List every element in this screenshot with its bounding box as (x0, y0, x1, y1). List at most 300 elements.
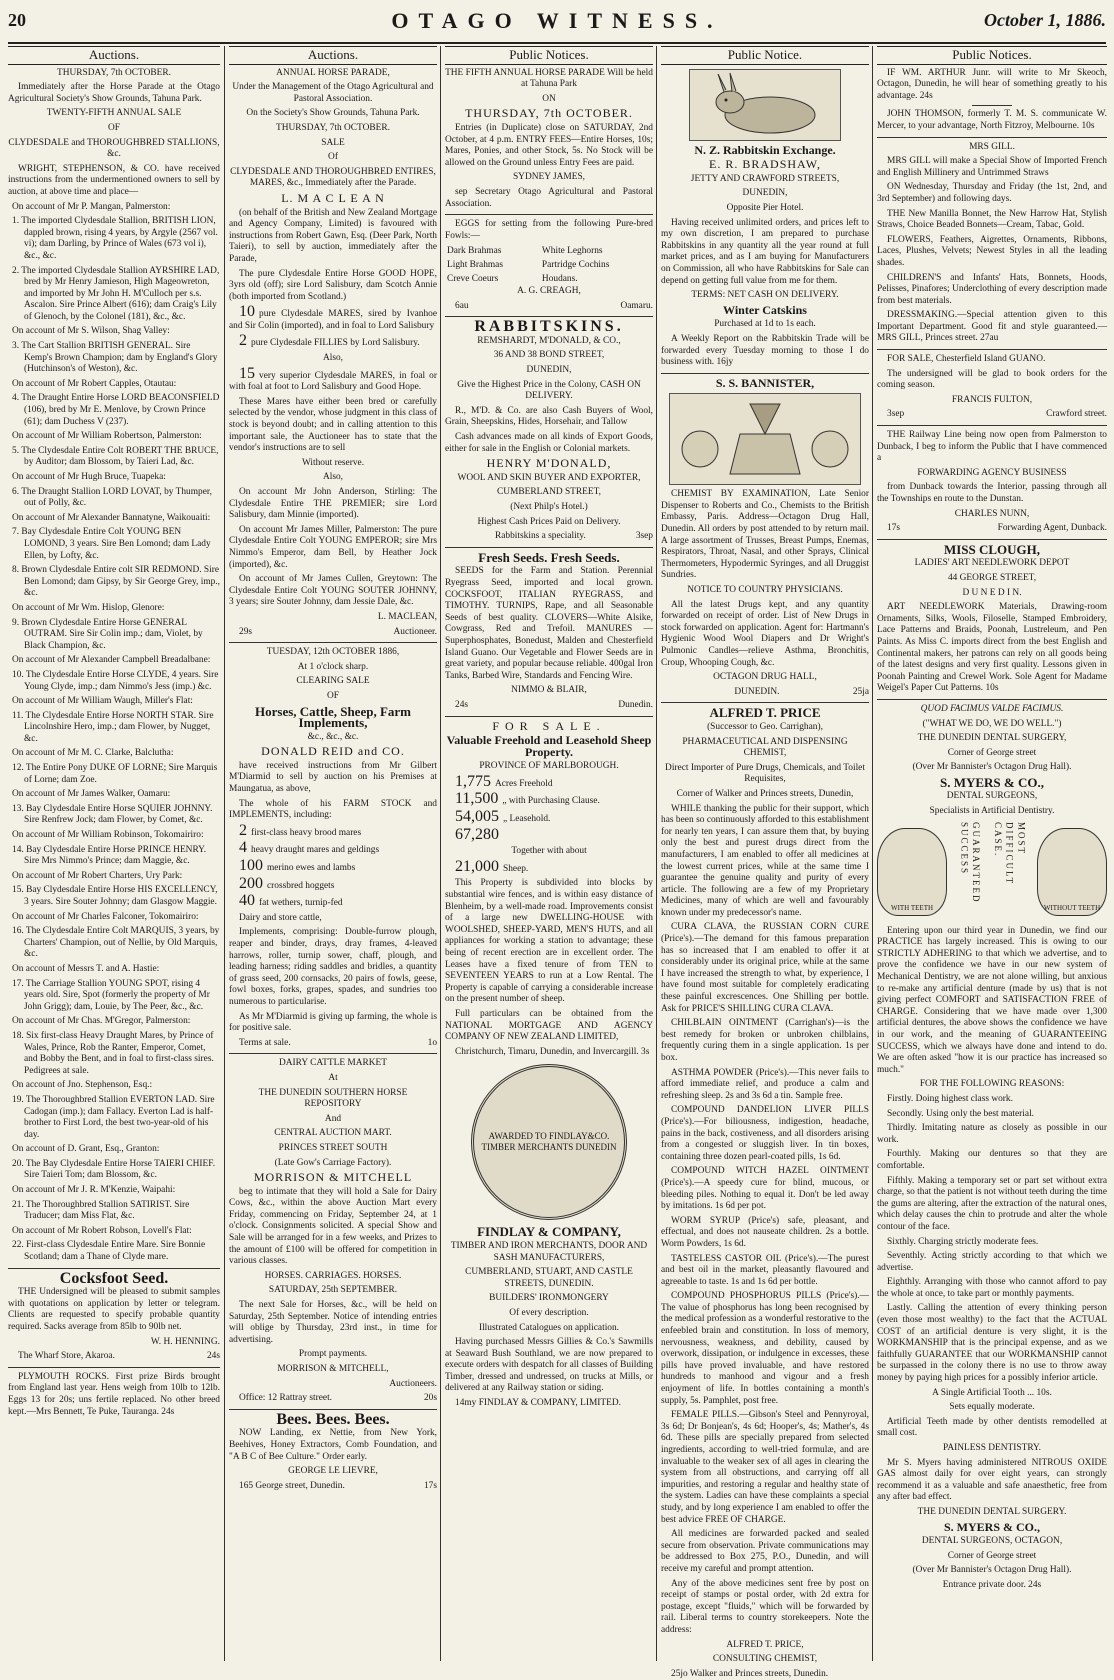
together: Together with about (511, 846, 587, 857)
reason-item: Lastly. Calling the attention of every thinking person (even those most wealthy) to the fact that the ACTUAL COST of an artificial denture is very slight, it is the WORKMANSHIP that is the principal expense, and as we faithfully GUARANTEE that our WORKMANSHIP cannot be surpassed in the colony there is no use to throw away money by paying high prices for a possibly inferior article. (877, 1303, 1107, 1384)
painless-body: Mr S. Myers having administered NITROUS OXIDE GAS almost daily for over eight years, can strongly recommend it as a valuable and safe anaesthetic, free from any after bad effect. (877, 1457, 1107, 1503)
also-1: Also, (322, 353, 344, 364)
lot-item: 4. The Draught Entire Horse LORD BEACONSFIELD (106), bred by Mr E. Menlove, by Crown Prince (61); dam Duchess V (237). (12, 393, 220, 427)
acres-desc: Acres Freehold (495, 778, 553, 789)
forsale-cities: Christchurch, Timaru, Dunedin, and Invercargill. 3s (455, 1046, 650, 1057)
myers-role: DENTAL SURGEONS, (946, 791, 1038, 802)
findlay-streets: CUMBERLAND, STUART, AND CASTLE STREETS, DUNEDIN. (465, 1267, 633, 1289)
seeds-sign: NIMMO & BLAIR, (511, 685, 587, 696)
findlay-catalogue: Illustrated Catalogues on application. (478, 1322, 620, 1333)
page-number: 20 (8, 10, 26, 30)
parade-location: On the Society's Show Grounds, Tahuna Park. (246, 108, 420, 119)
findlay-iron: BUILDERS' IRONMONGERY (489, 1293, 609, 1304)
lot-item: 13. Bay Clydesdale Entire Horse SQUIER JOHNNY. Sire Renfrew Jock; dam Flower, by Comet, &c. (12, 803, 213, 826)
lot-item: 5. The Clydesdale Entire Colt ROBERT THE BRUCE, by Auditor; dam Blossom, by Taieri Lad, &c. (12, 445, 219, 468)
tuesday-date: TUESDAY, 12th OCTOBER 1886, (266, 647, 400, 658)
price-addr: 25jo Walker and Princes streets, Dunedin. (671, 1668, 829, 1679)
column-3 (440, 46, 657, 1661)
cocksfoot-title: Cocksfoot Seed. (59, 1269, 169, 1287)
maclean-sign: L. MACLEAN, (377, 611, 437, 622)
hmd-body: Highest Cash Prices Paid on Delivery. (477, 516, 621, 527)
acres-item (445, 790, 653, 808)
dairy-street: PRINCES STREET SOUTH (278, 1142, 388, 1153)
gill-2: ON Wednesday, Thursday and Friday (the 1st, 2nd, and 3rd September) and following days. (877, 182, 1107, 204)
lot-item: On account of Mr J. R. M'Kenzie, Waipahi: (12, 1185, 176, 1196)
stock-desc: first-class heavy brood mares (251, 827, 362, 838)
lot-item: On account of Mr Robert Capples, Otautau: (12, 378, 177, 389)
dental-portraits (877, 822, 1107, 922)
rabbit-firm: REMSHARDT, M'DONALD, & CO., (477, 335, 621, 346)
column-heading: Public Notice. (661, 46, 869, 65)
morrison-note: The next Sale for Horses, &c., will be held on Saturday, 25th September. Notice of intending entries will oblige by Thursday, 23rd inst., in time for advertising. (229, 1300, 437, 1345)
stock-item (229, 821, 437, 840)
clearing-of: OF (327, 690, 339, 701)
lot-item: 17. The Carriage Stallion YOUNG SPOT, rising 4 years old. Sire, Spot (formerly the property of Mr John Grigg); dam, Louie, by The Peer, &c., &c. (12, 978, 210, 1012)
dairy-title: DAIRY CATTLE MARKET (279, 1058, 387, 1069)
eggs-place: 6au Oamaru. (455, 300, 653, 311)
rabbit-note-2: Cash advances made on all kinds of Export Goods, either for sale in the English or Colonial markets. (445, 432, 653, 454)
acres-count: 11,500 (455, 790, 499, 808)
bannister-city: DUNEDIN. 25ja (734, 686, 869, 697)
eggs-cell: Creve Coeurs (447, 273, 499, 284)
fifth-body: Entries (in Duplicate) close on SATURDAY, 2nd October, at 4 p.m. ENTRY FEES—Entire Horses, 10s; Mares, Ponies, and other Stock, 5s. No Stock will be allowed on the Ground unless Entry Fees are paid. (445, 122, 653, 168)
maclean-lot-4: 15 very superior Clydesdale MARES, in foal or with foal at foot to Lord Salisbury and Good Hope. (229, 364, 437, 393)
price-item: All medicines are forwarded packed and sealed secure from observation. Private communications may be addressed to Box 275, P.O., Dunedin, and will receive my careful and prompt attention. (661, 1529, 869, 1574)
guano-body: The undersigned will be glad to book orders for the coming season. (877, 368, 1107, 391)
reason-item: Firstly. Doing highest class work. (887, 1093, 1013, 1104)
sale-word: SALE (321, 137, 345, 148)
bradshaw-name: E. R. BRADSHAW, (709, 157, 821, 172)
forsale-heading: FOR SALE. (492, 718, 606, 733)
lot-item: 18. Six first-class Heavy Draught Mares, by Prince of Wales, Prince, Rob the Ranter, Emperor, Comet, and Bobby the Bent, and in foal to first-class sires. Pedigrees at sale. (12, 1030, 214, 1076)
hmd-spec: Rabbitskins a speciality. 3sep (495, 531, 653, 542)
nunn-body-2: from Dunback towards the Interior, passing through all the Townships en route to the Dunstan. (877, 482, 1107, 504)
gill-4: FLOWERS, Feathers, Aigrettes, Ornaments, Ribbons, Laces, Plushes, Velvets; Newest Styles in all the leading shades. (877, 234, 1107, 268)
price-corner: Corner of Walker and Princes streets, Dunedin, (676, 788, 854, 799)
eggs-row (445, 273, 653, 287)
lot-item: 21. The Thoroughbred Stallion SATIRIST. Sire Traducer; dam Miss Flat, &c. (12, 1199, 190, 1222)
pharmacy-illustration (669, 393, 861, 485)
forsale-title: Valuable Freehold and Leasehold Sheep Property. (446, 733, 652, 759)
lot-item: 19. The Thoroughbred Stallion EVERTON LAD. Sire Cadogan (imp.); dam Fallacy. Everton Lad is half-brother to First Lord, the best two-year-old of his day. (12, 1094, 215, 1140)
forsale-province: PROVINCE OF MARLBOROUGH. (479, 761, 619, 772)
dental-body: Entering upon our third year in Dunedin, we find our PRACTICE has largely increased. This is owing to our STRICTLY ADHERING to that which we advertise, and to prove the confidence we have in our new system of Mechanical Dentistry, we are not alone willing, but anxious to re-make any artificial denture (made by us) that is not giving perfect COMFORT and SATISFACTION FREE of CHARGE. Considering that we have made over 1,300 artificial dentures, the above shows the confidence we have in our work, and the meaning of GUARANTEEING SUCCESS, which we always have done and intend to do. We are often asked "how it is our practice has increased so much." (877, 925, 1107, 1075)
bannister-title: S. S. BANNISTER, (715, 375, 815, 390)
bradshaw-body: Having received unlimited orders, and prices left to my own discretion, I am prepared to purchase Rabbitskins in any quantity all the year round at full market prices, and as I am buying for Manufacturers on Commission, all who have Rabbitskins for Sale can depend on getting full value from me for them. (661, 217, 869, 286)
myers-over-2: (Over Mr Bannister's Octagon Drug Hall). (912, 1565, 1072, 1576)
maclean-name: L. M A C L E A N (281, 190, 385, 205)
reason-item: Eighthly. Arranging with those who cannot afford to pay the whole at once, to take part or monthly payments. (877, 1277, 1107, 1299)
acres-list (445, 772, 653, 843)
sale-desc: CLYDESDALE AND THOROUGHBRED ENTIRES, MARES, &c., Immediately after the Parade. (230, 166, 436, 189)
eggs-row (445, 259, 653, 273)
dental-title-2: THE DUNEDIN DENTAL SURGERY. (917, 1506, 1067, 1517)
eggs-sign: A. G. CREAGH, (517, 286, 581, 297)
reason-item: Fourthly. Making our dentures so that they are comfortable. (877, 1149, 1107, 1171)
implements: Implements, comprising: Double-furrow plough, reaper and binder, drays, dray frames, 4-leaved harrows, roller, turnip sower, chaff, plough, and leading harness; riding saddles and bridles, a quantity of grass seed, 200 cornsacks, 20 pairs of fowls, geese, fowl boxes, forks, grapes, spades, and sundries too numerous to particularise. (229, 927, 437, 1007)
lot-item: 8. Brown Clydesdale Entire colt SIR REDMOND. Sire Ben Lomond; dam Gipsy, by Sir George Grey, imp., &c. (12, 565, 220, 599)
fifth-date: THURSDAY, 7th OCTOBER. (465, 106, 633, 121)
price-item: FEMALE PILLS.—Gibson's Steel and Pennyroyal, 3s 6d; Dr Bonjean's, 4s 6d; Hooper's, 4s; Mather's, 4s 6d. These pills are specially prepared from selected ingredients, according to well-tried formulæ, and are invaluable to the weaker sex of all ages in clearing the system from all obstructions, and carrying off all impurities, and restoring a regular and healthy state of the system. Ladies can have these complaints a special study, and by long experience I am enabled to offer the best advice FREE OF CHARGE. (661, 1410, 869, 1525)
lot-list (8, 202, 220, 1264)
eggs-cell: Houdans. (541, 273, 578, 284)
face-with-teeth: WITH TEETH (877, 828, 947, 916)
bannister-body: CHEMIST BY EXAMINATION, Late Senior Dispenser to Roberts and Co., Chemists to the British Embassy, Paris. Address—Octagon Drug Hall, Dunedin. All orders by post attended to by return mail. A large assortment of Trusses, Breast Pumps, Enemas, Respirators, Throat, Nasal, and other Sprays, Clinical Thermometers, Hypodermic Syringes, and all Druggist Sundries. (661, 489, 869, 581)
thomson-notice: JOHN THOMSON, formerly T. M. S. communicate W. Mercer, to your advantage, North Fitzroy, Melbourne. 10s (877, 109, 1107, 131)
maclean-lot-3: 2 pure Clydesdale FILLIES by Lord Salisbury. (239, 332, 420, 350)
lot-item: 10. The Clydesdale Entire Horse CLYDE, 4 years. Sire Young Clyde, imp.; dam Nimmo's Jess (imp.) &c. (12, 669, 219, 692)
lot-item: 15. Bay Clydesdale Entire Horse HIS EXCELLENCY, 3 years. Sire Souter Johnny; dam Glasgow Maggie. (12, 885, 218, 907)
nunn-sign: CHARLES NUNN, (954, 508, 1030, 519)
column-heading: Auctions. (8, 46, 220, 65)
cocksfoot-addr: The Wharf Store, Akaroa. 24s (18, 1351, 220, 1362)
lot-item: 1. The imported Clydesdale Stallion, BRITISH LION, dappled brown, rising 4 years, by Argyle (2567 vol. vi); dam Darling, by Prince of Wales (673 vol i), &c., &c. (12, 216, 218, 261)
winter-price: Purchased at 1d to 1s each. (714, 319, 816, 330)
column-5 (872, 46, 1107, 1661)
clough-addr: 44 GEORGE STREET, (947, 572, 1037, 583)
morrison-role: Auctioneers. (389, 1378, 437, 1389)
sets-moderate: Sets equally moderate. (949, 1402, 1035, 1413)
weekly-report: A Weekly Report on the Rabbitskin Trade will be forwarded every Tuesday morning to those I do business with. 16jy (661, 333, 869, 368)
lot-item: 11. The Clydesdale Entire Horse NORTH STAR. Sire Lincolnshire Hero, imp.; dam Flower, by Nugget, &c. (12, 710, 214, 744)
reid-whole: The whole of his FARM STOCK and IMPLEMENTS, including: (229, 798, 437, 821)
price-title: ALFRED T. PRICE (709, 705, 821, 721)
myers-name: S. MYERS & CO., (939, 774, 1044, 790)
columns (8, 46, 1107, 1679)
clough-sub: LADIES' ART NEEDLEWORK DEPOT (914, 558, 1070, 569)
bannister-body-2: All the latest Drugs kept, and any quantity forwarded on receipt of order. List of New Drugs in stock forwarded on application. Agent for: Hartmann's Hygienic Wood Wool Diapers and Dr Wright's Pulmonic Candles—relieve Asthma, Bronchitis, Croup, Whooping Cough, &c. (661, 599, 869, 668)
nunn-forwarding: FORWARDING AGENCY BUSINESS (917, 467, 1067, 478)
clearing-sale: CLEARING SALE (296, 676, 370, 687)
sale-title: TWENTY-FIFTH ANNUAL SALE (46, 108, 182, 119)
rabbitskins-title: RABBITSKINS. (474, 318, 624, 336)
price-item: TASTELESS CASTOR OIL (Price's).—The purest and best oil in the market, pleasantly flavoured and agreeable to taste. 1s and 1s 6d per bottle. (661, 1253, 869, 1287)
seeds-title: Fresh Seeds. Fresh Seeds. (478, 549, 620, 565)
quod-translation: ("WHAT WE DO, WE DO WELL.") (922, 718, 1062, 729)
seeds-body: SEEDS for the Farm and Station. Perennial Ryegrass Seed, imported and local grown. COCKSFOOT, ITALIAN RYEGRASS, and TIMOTHY. TURNIPS, Rape, and all Seasonable Seeds of best quality. CLOVERS—White Alsike, Cowgrass, Red and Trefoil. MANURES — Superphosphates, Bonedust, Malden and Chesterfield Island Guano. Our Vegetable and Flower Seeds are in great variety, and popular because reliable. 400gal Iron Tanks, Barbed Wire, Standards and Fencing Wire. (445, 566, 653, 681)
reason-item: Fifthly. Making a temporary set or part set without extra charge, so that the patient is not without teeth during the time the gums are altering, after the extraction of the natural ones, which delay causes the chin to protrude and alter the whole contour of the face. (877, 1175, 1107, 1232)
sale-of: OF (108, 122, 120, 133)
price-role-2: CONSULTING CHEMIST, (712, 1654, 818, 1665)
eggs-cell: White Leghorns (541, 246, 603, 257)
maclean-body: (on behalf of the British and New Zealand Mortgage and Agency Company, Limited) is favoured with instructions from Robert Gawn, Esq. (Deer Park, North Taieri), to sell by auction, immediately after the Parade, (229, 207, 437, 264)
bees-title: Bees. Bees. Bees. (276, 1410, 390, 1428)
stock-count: 100 (239, 857, 263, 875)
stock-item (229, 857, 437, 875)
painless-title: PAINLESS DENTISTRY. (943, 1443, 1041, 1453)
dairy-at: At (328, 1072, 338, 1083)
date-line: THURSDAY, 7th OCTOBER. (57, 67, 171, 78)
lot-item: 22. First-class Clydesdale Entire Mare. Sire Bonnie Scotland; dam a Thane of Clyde mare. (12, 1240, 206, 1263)
lot-item: On account of Jno. Stephenson, Esq.: (12, 1080, 153, 1091)
lot-item: On account of Mr Robert Charters, Ury Park: (12, 870, 183, 881)
maclean-role-line: 29s Auctioneer. (239, 626, 437, 637)
findlay-title: FINDLAY & COMPANY, (477, 1224, 621, 1240)
cocksfoot-sign: W. H. HENNING. (150, 1336, 220, 1347)
reasons-title: FOR THE FOLLOWING REASONS: (919, 1079, 1065, 1090)
fifth-role: sep Secretary Otago Agricultural and Pastoral Association. (445, 186, 653, 209)
price-imp: Direct Importer of Pure Drugs, Chemicals, and Toilet Requisites, (665, 762, 865, 785)
bannister-hall: OCTAGON DRUG HALL, (713, 672, 817, 683)
eggs-title: EGGS for setting from the following Pure-bred Fowls:— (445, 219, 653, 241)
lot-item: On account of Mr Alexander Bannatyne, Waikouaiti: (12, 512, 211, 523)
hmd-addr: CUMBERLAND STREET, (497, 487, 601, 498)
guano-title: FOR SALE, Chesterfield Island GUANO. (887, 354, 1046, 365)
forsale-body: This Property is subdivided into blocks by substantial wire fences, and is within easy distance of Blenheim, by a well-made road. Improvements consist of a large new DWELLING-HOUSE with WOOLSHED, SHEEP-YARD, MEN'S HUTS, and all appliances for working a station to advantage; these being of recent erection are in excellent order. The Leases have a fixed tenure of from TEN to SEVENTEEN YEARS to run at a Low Rental. The Property is capable of carrying a considerable increase on the present number of sheep. (445, 878, 653, 1005)
nz-rabbitskin-title: N. Z. Rabbitskin Exchange. (694, 142, 836, 157)
stock-desc: heavy draught mares and geldings (251, 845, 380, 856)
column-heading: Public Notices. (445, 46, 653, 65)
clearing-etc: &c., &c., &c. (307, 731, 359, 742)
stock-item (229, 874, 437, 893)
acres-count: 54,005 (455, 808, 499, 826)
parade-title: ANNUAL HORSE PARADE, (276, 67, 390, 78)
nunn-body: THE Railway Line being now open from Palmerston to Dunback, I beg to inform the Public that I have commenced a (877, 430, 1107, 464)
maclean-lot-2: 10 pure Clydesdale MARES, sired by Ivanhoe and Sir Colin (imported), and in foal to Lord Salisbury (229, 303, 437, 331)
lot-item: On account of Mr William Waugh, Miller's Flat: (12, 696, 193, 707)
terms-line: Terms at sale. 1o (239, 1037, 437, 1048)
stock-list (229, 821, 437, 910)
lot-item: 16. The Clydesdale Entire Colt MARQUIS, 3 years, by Charters' Champion, out of Nellie, by Old Marquis, &c. (12, 926, 220, 960)
newspaper-title: OTAGO WITNESS. (391, 8, 723, 33)
column-1 (8, 46, 224, 1661)
lot-item: On account of Mr P. Mangan, Palmerston: (12, 201, 171, 212)
bees-sign: GEORGE LE LIEVRE, (288, 1466, 378, 1477)
price-sub: (Successor to Geo. Carrighan), (707, 721, 823, 732)
saturday-date: SATURDAY, 25th SEPTEMBER. (268, 1285, 398, 1296)
lot-item: 20. The Bay Clydesdale Entire Horse TAIERI CHIEF. Sire Taieri Tom; dam Blossom, &c. (12, 1158, 216, 1181)
column-2 (224, 46, 441, 1661)
remodel: Artificial Teeth made by other dentists remodelled at small cost. (877, 1416, 1107, 1439)
hmd-near: (Next Philp's Hotel.) (510, 502, 588, 512)
gill-6: DRESSMAKING.—Special attention given to this Important Department. Good fit and style guaranteed.—MRS GILL, Princes street. 27au (877, 310, 1107, 344)
morrison-office: Office: 12 Rattray street. 20s (239, 1393, 437, 1404)
arthur-notice: IF WM. ARTHUR Junr. will write to Mr Skeoch, Octagon, Dunedin, he will hear of something greatly to his advantage. 24s (877, 67, 1107, 101)
dental-over: (Over Mr Bannister's Octagon Drug Hall). (912, 762, 1072, 773)
eggs-cell: Light Brahmas (447, 259, 503, 270)
issue-date: October 1, 1886. (984, 10, 1106, 30)
lot-item: On account of Mr Wm. Hislop, Glenore: (12, 602, 165, 613)
findlay-desc: Of every description. (509, 1307, 589, 1318)
eggs-cell: Partridge Cochins (541, 259, 610, 270)
acres-item (445, 808, 653, 826)
maclean-note: These Mares have either been bred or carefully selected by the vendor, whose judgment in this class of stock is beyond doubt; and in calling attention to this important sale, the Auctioneer has to state that the vendor's instructions are to sell (229, 396, 437, 454)
maclean-lot-1: The pure Clydesdale Entire Horse GOOD HOPE, 3yrs old (off); sire Lord Salisbury, dam Scotch Annie (both imported from Scotland.) (229, 268, 437, 302)
winter-title: Winter Catskins (723, 302, 807, 317)
lot-item: On account of Mr Hugh Bruce, Tuapeka: (12, 472, 166, 482)
price-item: CHILBLAIN OINTMENT (Carrighan's)—is the best remedy for broken or unbroken chilblains, frequently curing them in a single application. 1s per box. (661, 1018, 869, 1063)
stock-item (229, 892, 437, 910)
clearing-title: Horses, Cattle, Sheep, Farm Implements, (255, 703, 411, 731)
prompt-payments: Prompt payments. (298, 1349, 368, 1360)
stock-count: 200 (239, 874, 263, 892)
sale-body: WRIGHT, STEPHENSON, & CO. have received instructions from the undermentioned owners to sell by auction, at above time and place— (8, 163, 220, 197)
rabbit-city: DUNEDIN, (526, 365, 572, 376)
price-body: WHILE thanking the public for their support, which has been so continuously afforded to this establishment for nearly ten years, I can assure them that, by buying only the best and purest drugs direct from the manufacturers, I am enabled to offer all medicines at the lowest current prices, while at the same time I guarantee the genuine quality and purity of every article. The following are a few of my Proprietary Medicines, many of which are well and favourably known under my predecessor's name. (661, 803, 869, 918)
morrison-body: beg to intimate that they will hold a Sale for Dairy Cows, &c., within the above Auction Mart every Friday, commencing on Friday, September 24, at 1 o'clock. Consignments solicited. A special Show and Sale will be arranged for in a few weeks, and Prizes to the amount of £100 will be offered for competition in various classes. (229, 1186, 437, 1267)
lot-item: On account of Mr Alexander Campbell Breadalbane: (12, 655, 211, 666)
gill-5: CHILDREN'S and Infants' Hats, Bonnets, Hoods, Pelisses, Pinafores; Underclothing of every description made from best materials. (877, 272, 1107, 306)
sheep-count: 21,000 Sheep. (455, 857, 529, 875)
miller-lot: On account Mr James Miller, Palmerston: The pure Clydesdale Entire Colt YOUNG EMPEROR; sire Mrs Nimmo's Emperor, dam Bell, by Heather Jock (imported), &c. (229, 524, 437, 570)
reason-item: Thirdly. Imitating nature as closely as possible in our work. (877, 1123, 1107, 1145)
fifth-on: ON (542, 93, 556, 104)
hmd-name: HENRY M'DONALD, (486, 456, 612, 471)
column-heading: Public Notices. (877, 46, 1107, 65)
lot-item: 6. The Draught Stallion LORD LOVAT, by Thumper, out of Polly, &c. (12, 486, 212, 509)
price-role: PHARMACEUTICAL AND DISPENSING CHEMIST, (682, 736, 848, 759)
nunn-addr: 17s Forwarding Agent, Dunback. (887, 523, 1107, 534)
intro-text: Immediately after the Horse Parade at the Otago Agricultural Society's Show Grounds, Tahuna Park. (8, 82, 220, 104)
findlay-note: Having purchased Messrs Gillies & Co.'s Sawmills at Seaward Bush Southland, we are now prepared to execute orders with despatch for all classes of Building Timber, dressed and undressed, on trucks at Mills, or delivered at any Railway station or siding. (445, 1337, 653, 1394)
bees-addr: 165 George street, Dunedin. 17s (239, 1480, 437, 1491)
price-item: COMPOUND DANDELION LIVER PILLS (Price's).—For biliousness, indigestion, headache, pains in the back, costiveness, and all disorders arising from a congested or sluggish liver. In tin boxes, containing three dozen pearl-coated pills, 1s 6d. (661, 1105, 869, 1162)
lot-item: 9. Brown Clydesdale Entire Horse GENERAL OUTRAM. Sire Sir Colin imp.; dam, Violet, by Black Champion, &c. (12, 617, 203, 651)
clough-city: D U N E D I N. (962, 587, 1022, 598)
without-reserve: Without reserve. (301, 457, 365, 468)
myers-corner-2: Corner of George street (947, 1550, 1037, 1561)
entrance: Entrance private door. 24s (942, 1579, 1042, 1590)
dairy-late: (Late Gow's Carriage Factory). (274, 1157, 392, 1168)
eggs-table (445, 245, 653, 286)
lot-item: On account of Mr William Robinson, Tokomairiro: (12, 830, 204, 841)
bradshaw-terms: TERMS: NET CASH ON DELIVERY. (691, 290, 839, 301)
acres-desc: „ Leasehold. (503, 814, 551, 825)
fulton-sign: FRANCIS FULTON, (951, 394, 1033, 405)
tuesday-time: At 1 o'clock sharp. (297, 661, 369, 672)
fifth-sign: SYDNEY JAMES, (512, 172, 586, 183)
reason-item: Sixthly. Charging strictly moderate fees. (887, 1236, 1039, 1247)
reid-name: DONALD REID and CO. (261, 744, 405, 759)
lot-item: On account of Messrs T. and A. Hastie: (12, 963, 160, 974)
plymouth-ad: PLYMOUTH ROCKS. First prize Birds brought from England last year. Hens weigh from 10lb to 12lb. Eggs 13 for 20s; uns fertile replaced. No other breed kept.—Mrs Bennett, Te Puke, Tauranga. 24s (8, 1371, 220, 1417)
bannister-notice: NOTICE TO COUNTRY PHYSICIANS. (687, 585, 843, 596)
acres-count: 67,280 (455, 825, 499, 843)
dairy-place: THE DUNEDIN SOUTHERN HORSE REPOSITORY (258, 1087, 408, 1110)
parade-date: THURSDAY, 7th OCTOBER. (276, 122, 390, 133)
reid-body: have received instructions from Mr Gilbert M'Diarmid to sell by auction on his Premises at Maungatua, as above, (229, 760, 437, 795)
rabbit-body: Give the Highest Price in the Colony, CASH ON DELIVERY. (457, 379, 641, 402)
price-items (661, 922, 869, 1636)
stock-count: 40 (239, 892, 255, 910)
lot-item: On account of Mr M. C. Clarke, Balclutha: (12, 748, 174, 759)
cullen-lot: On account of Mr James Cullen, Greytown: The Clydesdale Entire Colt YOUNG SOUTER JOHNNY, 3 years; sire Souter Johnny, dam Jessie Dale, &c. (229, 574, 437, 608)
bradshaw-city: DUNEDIN, (742, 188, 788, 199)
gill-3: THE New Manilla Bonnet, the New Harrow Hat, Stylish Straws, Choice Beaded Bonnets—Cream, Tabac, Gold. (877, 208, 1107, 231)
dairy-and: And (324, 1113, 342, 1124)
price-item: WORM SYRUP (Price's) safe, pleasant, and effectual, and does not nauseate children. 2s a bottle. Worm Powders, 1s 6d. (661, 1215, 869, 1249)
price-item: Any of the above medicines sent free by post on receipt of stamps or postal order, with 2d extra for postage, except "fluids," which will be forwarded by rail. Liberal terms to country storekeepers. Note the address: (661, 1578, 869, 1635)
dairy-mart: CENTRAL AUCTION MART. (274, 1128, 392, 1139)
lot-item: On account of Mr Chas. M'Gregor, Palmerston: (12, 1016, 191, 1027)
masthead (8, 4, 1106, 44)
lot-item: 14. Bay Clydesdale Entire Horse PRINCE HENRY. Sire Mrs Nimmo's Prince; dam Maggie, &c. (12, 844, 207, 867)
face-without-teeth: WITHOUT TEETH (1037, 828, 1107, 916)
forsale-particulars: Full particulars can be obtained from the NATIONAL MORTGAGE AND AGENCY COMPANY OF NEW ZEALAND LIMITED, (445, 1008, 653, 1043)
lot-item: On account of Mr William Robertson, Palmerston: (12, 431, 202, 442)
myers-role-2: DENTAL SURGEONS, OCTAGON, (921, 1536, 1063, 1547)
acres-desc: „ with Purchasing Clause. (502, 796, 600, 807)
eggs-cell: Dark Brahmas (447, 246, 502, 257)
lot-item: On account of Mr Charles Falconer, Tokomairiro: (12, 911, 199, 922)
stock-item (229, 839, 437, 857)
column-heading: Auctions. (229, 46, 437, 65)
lot-item: 12. The Entire Pony DUKE OF LORNE; Sire Marquis of Lorne; dam Zoe. (12, 763, 218, 785)
myers-name-2: S. MYERS & CO., (943, 1519, 1040, 1534)
gill-1: MRS GILL will make a Special Show of Imported French and English Millinery and Untrimmed Straws (877, 156, 1107, 178)
price-item: CURA CLAVA, the RUSSIAN CORN CURE (Price's).—The demand for this famous preparation has so increased that I am enabled to offer it at considerably under its original price, while at the same I have increased the strength to what, by experience, I have found most suitable for completely eradicating these painful excrescences. One Shilling per bottle. Ask for PRICE'S SHILLING CURA CLAVA. (661, 922, 869, 1014)
bradshaw-opp: Opposite Pier Hotel. (726, 202, 804, 213)
myers-spec: Specialists in Artificial Dentistry. (929, 806, 1055, 817)
also-2: Also, (322, 472, 344, 483)
dental-corner: Corner of George street (947, 747, 1037, 758)
seeds-city: 24s Dunedin. (455, 699, 653, 710)
stock-desc: merino ewes and lambs (267, 863, 356, 874)
clough-body: ART NEEDLEWORK Materials, Drawing-room Ornaments, Silks, Wools, Filoselle, Stamped Embroidery, Lace Patterns and Braids, Poonah, Lustreleum, and Pen Paints. As Miss C. imports direct from the best English and Continental makers, her patrons can rely on all goods being of the latest designs and very first quality. Lessons given in Poonah Painting and Crewel Work. Sole Agent for Madame Weigel's Paper Cut Patterns. 10s (877, 602, 1107, 694)
lot-item: On account of Mr James Walker, Oamaru: (12, 789, 171, 800)
sale-of: Of (328, 152, 338, 163)
award-medal-seal: AWARDED TO FINDLAY&CO. TIMBER MERCHANTS DUNEDIN (471, 1064, 627, 1220)
rabbit-note: R., M'D. & Co. are also Cash Buyers of Wool, Grain, Sheepskins, Hides, Horsehair, and Tallow (445, 405, 653, 428)
anderson-lot: On account Mr John Anderson, Stirling: The Clydesdale Entire THE PREMIER; sire Lord Salisbury, dam Minnie (imported). (229, 487, 437, 521)
single-tooth: A Single Artificial Tooth ... 10s. (932, 1387, 1052, 1398)
price-item: ASTHMA POWDER (Price's).—This never fails to afford immediate relief, and produce a calm and refreshing sleep. 2s and 3s 6d a tin. Sample free. (661, 1067, 869, 1101)
acres-item (445, 825, 653, 844)
fulton-addr: 3sep Crawford street. (887, 409, 1107, 420)
price-sign: ALFRED T. PRICE, (726, 1639, 804, 1650)
findlay-body: TIMBER AND IRON MERCHANTS, DOOR AND SASH MANUFACTURERS, (450, 1240, 648, 1263)
bradshaw-addr: JETTY AND CRAWFORD STREETS, (690, 173, 840, 184)
stock-count: 4 (239, 839, 247, 857)
column-4 (656, 46, 873, 1679)
sale-subtitle: CLYDESDALE and THOROUGHBRED STALLIONS, &c. (8, 137, 220, 160)
price-item: COMPOUND PHOSPHORUS PILLS (Price's).—The value of phosphorus has long been recognised by the medical profession as a wonderful restorative to the enfeebled brain and constitution. In loss of memory, nervousness, weakness, and debility, caused by overwork, dissipation, or indulgence in excesses, these pills have proved invaluable, and have restored hundreds to manhood and vigour and a fresh enjoyment of life. In bottles containing a month's supply, 5s. Pamphlet, post free. (661, 1291, 869, 1406)
cocksfoot-body: THE Undersigned will be pleased to submit samples with quotations on application by letter or telegram. Clients are requested to specify probable quantity required. Sacks average from 85lb to 90lb net. (8, 1287, 220, 1332)
morrison-name: MORRISON & MITCHELL (253, 1170, 413, 1185)
findlay-sign: 14my FINDLAY & COMPANY, LIMITED. (455, 1398, 621, 1409)
bees-body: NOW Landing, ex Nettie, from New York, Beehives, Honey Extractors, Comb Foundation, and "A B C of Bee Culture." Order early. (229, 1428, 437, 1462)
stock-desc: crossbred hoggets (267, 880, 335, 891)
reasons-list (877, 1094, 1107, 1385)
acres-item (445, 772, 653, 791)
lot-item: 3. The Cart Stallion BRITISH GENERAL. Sire Kemp's Brown Champion; dam by England's Glory (Hutchinson's of Weston), &c. (12, 341, 218, 375)
dental-title: THE DUNEDIN DENTAL SURGERY, (917, 733, 1067, 744)
lot-item: 7. Bay Clydesdale Entire Colt YOUNG BEN LOMOND, 3 years. Sire Ben Lomond; dam Lady Ellen, by Lofty, &c. (12, 527, 211, 561)
lot-item: On account of Mr Robert Robson, Lovell's Flat: (12, 1225, 192, 1236)
lot-item: 2. The imported Clydesdale Stallion AYRSHIRE LAD, bred by Mr Henry Jamieson, High Mageowreton, and imported by Mr John H. M'Culloch per s.s. Ascalon. Sire Prince Albert (616); dam Craig's Lily of Glenoch, by the Colonel (181), &c., &c. (12, 265, 220, 322)
price-item: COMPOUND WITCH HAZEL OINTMENT (Price's).—A speedy cure for blind, mucous, or bleeding piles. Nothing to equal it. Don't be led away by imitations. 1s 6d per pot. (661, 1166, 869, 1212)
horses-carriages: HORSES. CARRIAGES. HORSES. (264, 1270, 402, 1281)
rabbit-addr: 36 AND 38 BOND STREET, (493, 350, 605, 361)
dairy-store: Dairy and store cattle, (239, 912, 322, 923)
lot-item: On account of Mr S. Wilson, Shag Valley: (12, 326, 170, 337)
lot-item: On account of D. Grant, Esq., Granton: (12, 1144, 160, 1155)
quod-motto: QUOD FACIMUS VALDE FACIMUS. (920, 703, 1064, 714)
reason-item: Seventhly. Acting strictly according to that which we advertise. (877, 1251, 1107, 1273)
clough-title: MISS CLOUGH, (943, 541, 1041, 557)
morrison-sign: MORRISON & MITCHELL, (277, 1364, 389, 1374)
guaranteed-text: GUARANTEED SUCCESS (959, 821, 981, 904)
rabbit-illustration (689, 69, 841, 141)
reid-note: As Mr M'Diarmid is giving up farming, the whole is for positive sale. (229, 1011, 437, 1034)
stock-desc: fat wethers, turnip-fed (259, 898, 343, 909)
eggs-row (445, 245, 653, 259)
stock-count: 2 (239, 821, 247, 839)
acres-count: 1,775 (455, 772, 491, 790)
gill-head: MRS GILL. (969, 141, 1015, 152)
hmd-role: WOOL AND SKIN BUYER AND EXPORTER, (457, 472, 641, 483)
reason-item: Secondly. Using only the best material. (887, 1108, 1035, 1119)
